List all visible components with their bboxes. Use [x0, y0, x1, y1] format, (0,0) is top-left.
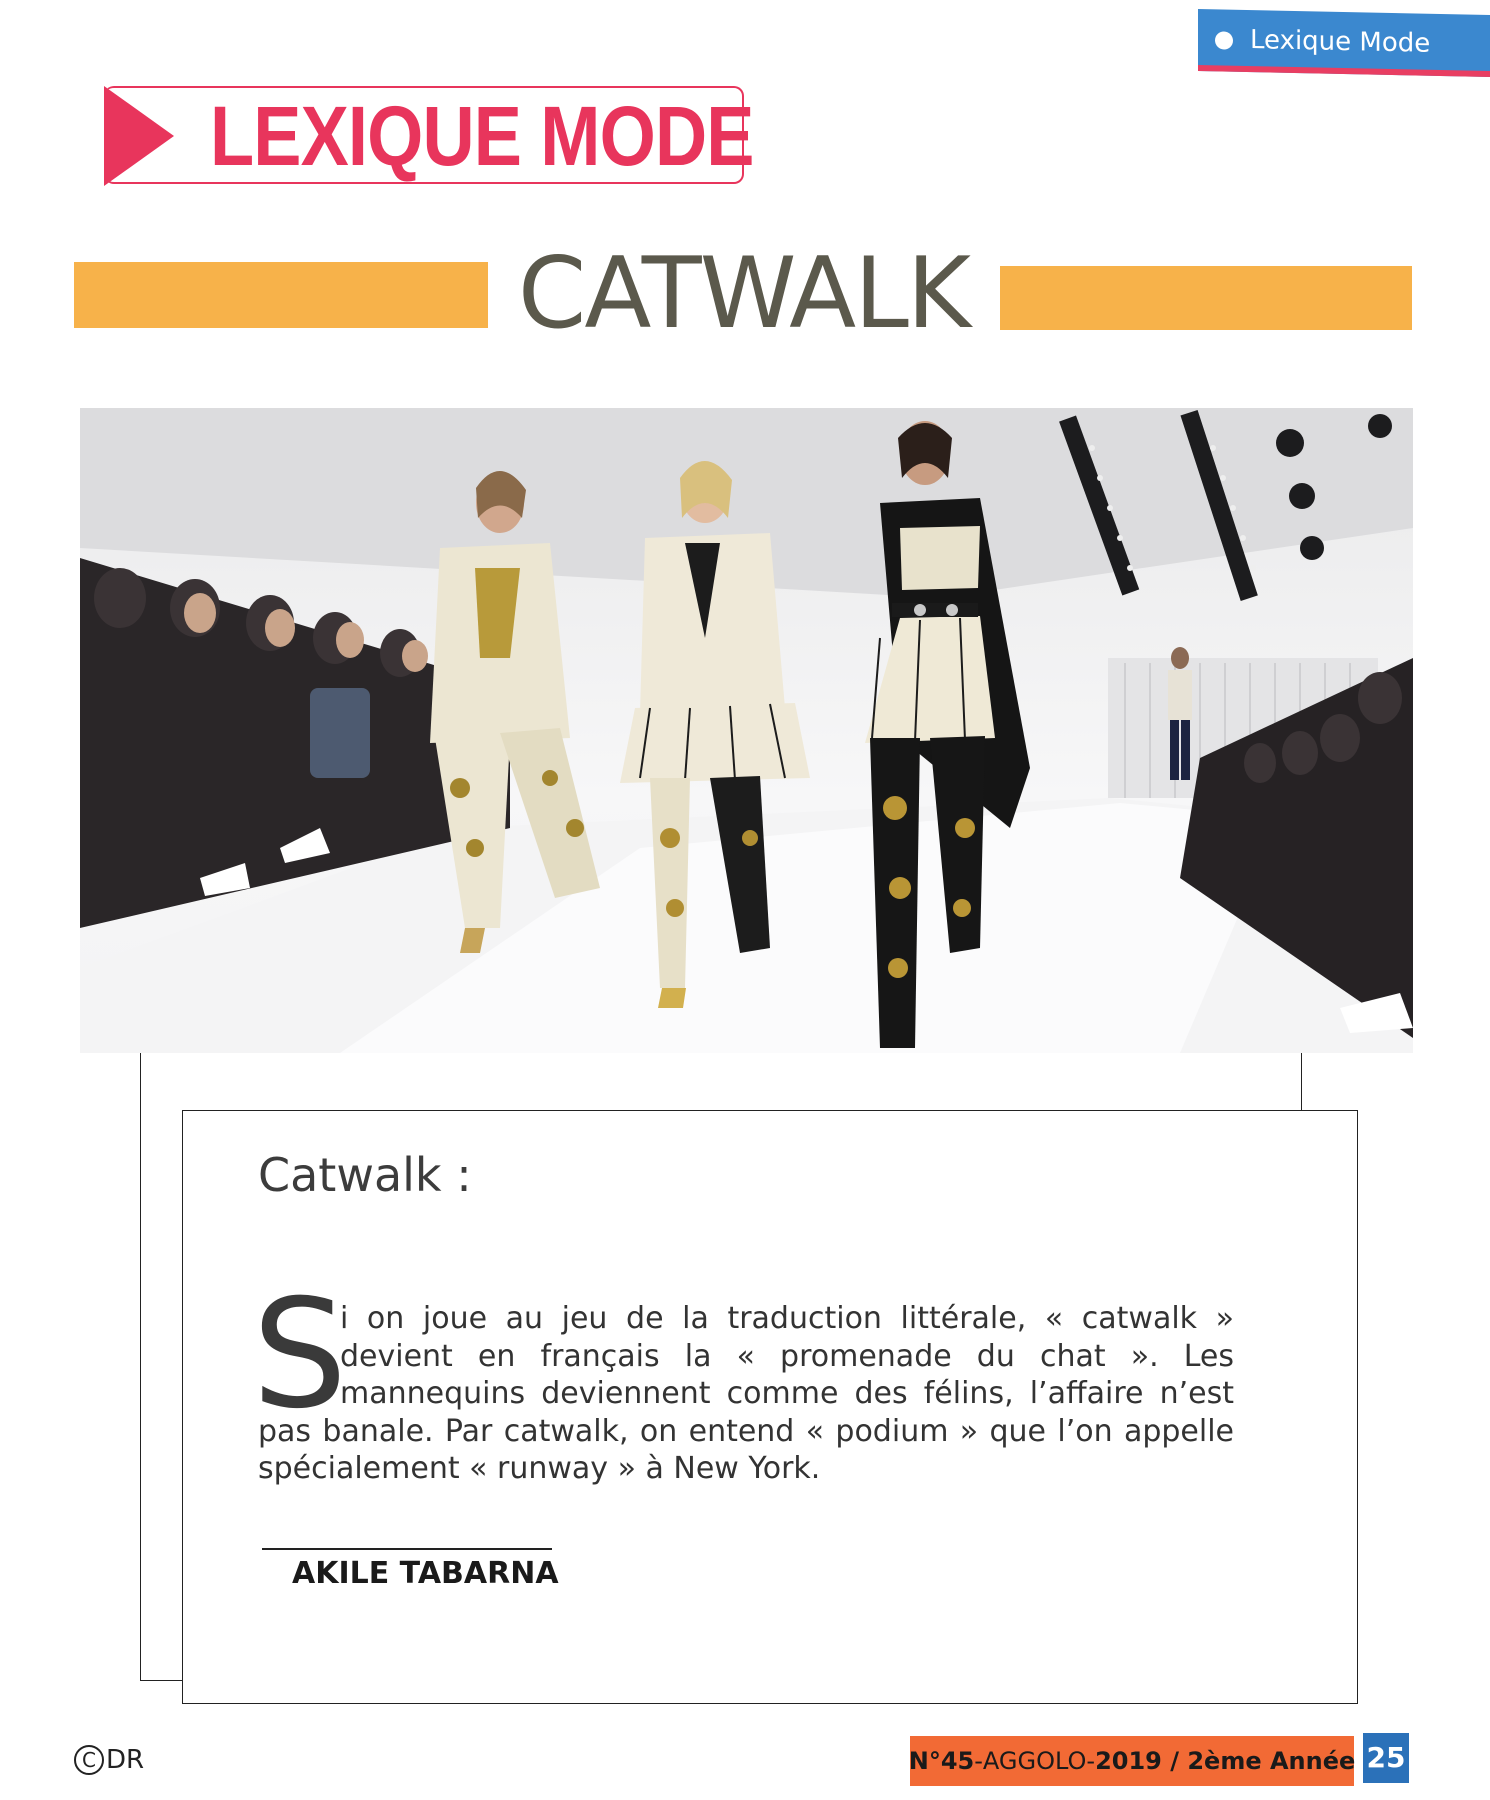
photo-credit [74, 1745, 144, 1775]
article-subhead: Catwalk : [258, 1148, 472, 1202]
credit-text: DR [106, 1745, 145, 1775]
bullet-icon [1215, 31, 1233, 49]
issue-bar [910, 1736, 1354, 1786]
runway-illustration [80, 408, 1413, 1053]
section-tab [1198, 9, 1490, 77]
author-name: AKILE TABARNA [292, 1556, 559, 1591]
author-rule [262, 1548, 552, 1550]
article-body-text: i on joue au jeu de la traduction littérale, « catwalk » devient en français la « promenade du chat ». Les mannequins deviennent comme des félins, l’affaire n’est pas banale. Par catwalk, on entend « podium » que l’on appelle spécialement « runway » à New York. [258, 1301, 1234, 1486]
play-triangle-icon [104, 86, 174, 186]
drop-cap: S [252, 1268, 348, 1442]
copyright-icon: C [74, 1745, 104, 1775]
article-body [258, 1300, 1234, 1488]
section-tab-label: Lexique Mode [1250, 25, 1431, 59]
headline-bar-right [1000, 266, 1412, 330]
issue-separator-2: - [1086, 1747, 1096, 1775]
issue-number: N°45 [908, 1747, 975, 1775]
issue-year: 2019 / 2ème Année [1095, 1747, 1356, 1775]
page-number: 25 [1363, 1733, 1409, 1783]
rubric-title: LEXIQUE MODE [210, 89, 754, 183]
issue-separator: - [974, 1747, 983, 1775]
runway-photo [80, 408, 1413, 1053]
page-title: CATWALK [517, 237, 970, 351]
headline-bar-left [74, 262, 488, 328]
rubric-header [104, 86, 754, 184]
magazine-name: AGGOLO [982, 1747, 1087, 1775]
